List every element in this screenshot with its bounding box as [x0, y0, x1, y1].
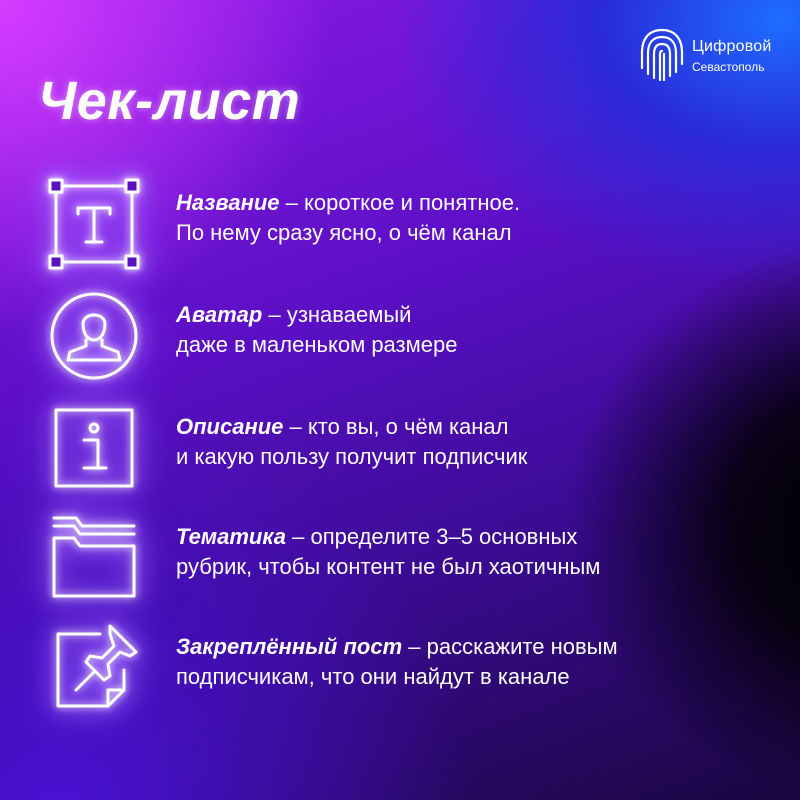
item-text-line2: По нему сразу ясно, о чём канал: [176, 220, 512, 245]
item-lead: Аватар: [176, 302, 263, 327]
item-text: – короткое и понятное.: [279, 190, 521, 215]
info-icon: [46, 400, 142, 496]
checklist-item-name: [40, 176, 780, 276]
item-text-line2: и какую пользу получит подписчик: [176, 444, 528, 469]
checklist-item-pinned-post: [40, 620, 780, 720]
item-text: – расскажите новым: [402, 634, 618, 659]
checklist-item-avatar: [40, 288, 780, 388]
item-text-line2: даже в маленьком размере: [176, 332, 458, 357]
item-text-line2: рубрик, чтобы контент не был хаотичным: [176, 554, 601, 579]
folder-icon: [46, 510, 142, 606]
item-lead: Закреплённый пост: [176, 634, 403, 659]
item-lead: Описание: [176, 414, 284, 439]
item-lead: Тематика: [176, 524, 286, 549]
brand-name-line1: Цифровой: [692, 38, 772, 55]
checklist-item-topics: [40, 510, 780, 610]
item-text: – кто вы, о чём канал: [283, 414, 509, 439]
pinned-note-icon: [46, 620, 142, 716]
item-text: – определите 3–5 основных: [286, 524, 578, 549]
text-frame-icon: [46, 176, 142, 272]
item-lead: Название: [176, 190, 280, 215]
user-avatar-icon: [46, 288, 142, 384]
checklist-item-description: [40, 400, 780, 500]
brand-logo: [636, 24, 786, 84]
item-text: – узнаваемый: [262, 302, 412, 327]
brand-name-line2: Севастополь: [692, 60, 765, 74]
item-text-line2: подписчикам, что они найдут в канале: [176, 664, 570, 689]
page-title: Чек-лист: [38, 71, 301, 131]
fingerprint-icon: [636, 24, 688, 84]
